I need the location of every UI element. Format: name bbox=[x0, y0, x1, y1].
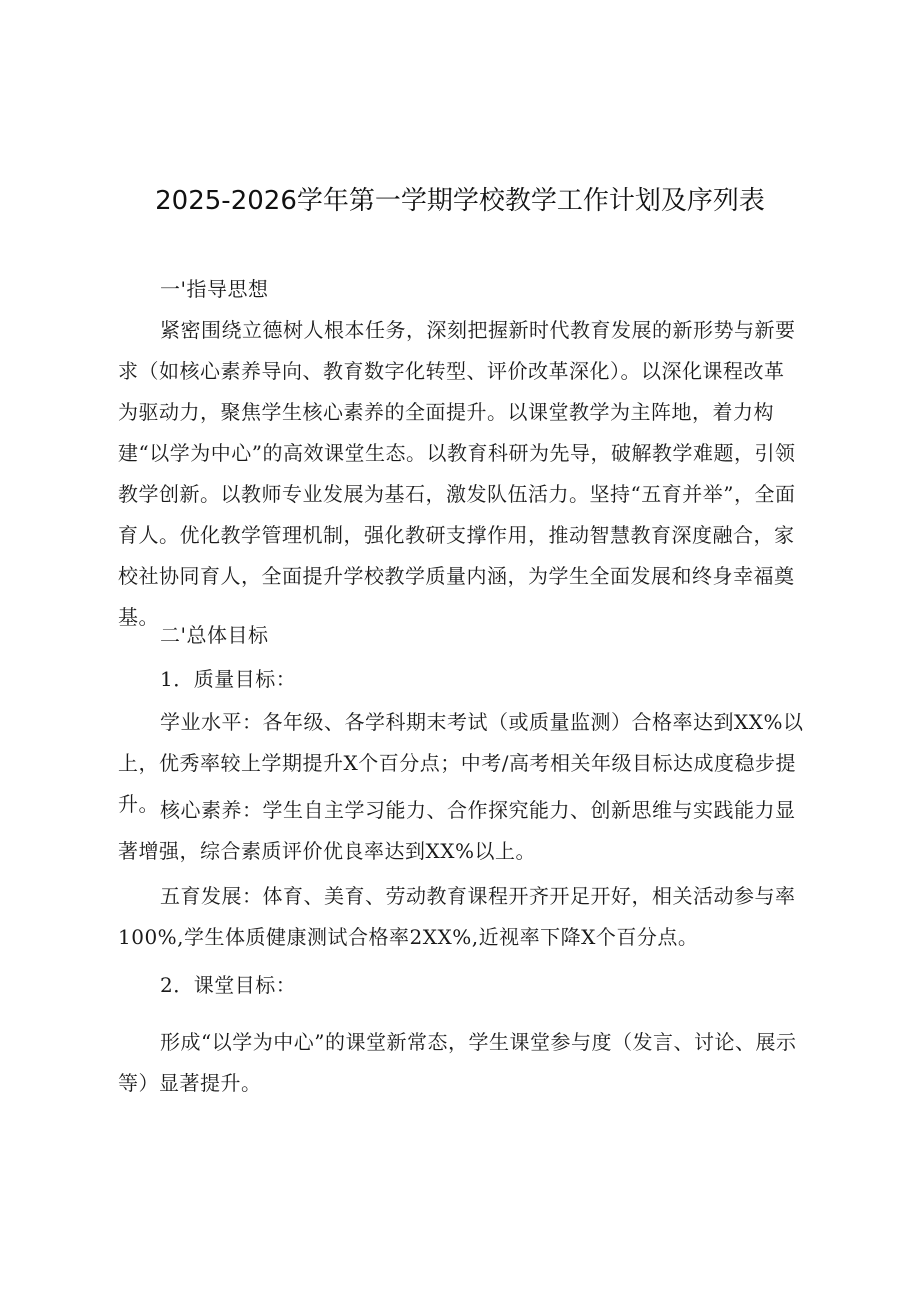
heading-text: 1．质量目标： bbox=[160, 667, 297, 691]
paragraph-text: 紧密围绕立德树人根本任务，深刻把握新时代教育发展的新形势与新要求（如核心素养导向、教育数字化转型、评价改革深化）。以深化课程改革为驱动力，聚焦学生核心素养的全面提升。以课堂教学为主阵地，着力构建“以学为中心”的高效课堂生态。以教育科研为先导，破解教学难题，引领教学创新。以教师专业发展为基石，激发队伍活力。坚持“五育并举”，全面育人。优化教学管理机制，强化教研支撑作用，推动智慧教育深度融合，家校社协同育人，全面提升学校教学质量内涵，为学生全面发展和终身幸福奠基。 bbox=[118, 318, 796, 629]
five-education-paragraph bbox=[118, 876, 804, 958]
heading-text: 2．课堂目标： bbox=[160, 973, 297, 997]
guiding-paragraph bbox=[118, 310, 804, 638]
subheading-quality bbox=[118, 659, 804, 700]
paragraph-text: 形成“以学为中心”的课堂新常态，学生课堂参与度（发言、讨论、展示等）显著提升。 bbox=[118, 1030, 797, 1095]
classroom-paragraph bbox=[118, 1022, 804, 1104]
paragraph-text: 核心素养：学生自主学习能力、合作探究能力、创新思维与实践能力显著增强，综合素质评价优良率达到XX%以上。 bbox=[118, 798, 796, 863]
section-heading-goals bbox=[118, 615, 804, 656]
section-heading-guiding bbox=[118, 269, 804, 310]
heading-text: 二'总体目标 bbox=[160, 623, 269, 647]
paragraph-text: 五育发展：体育、美育、劳动教育课程开齐开足开好，相关活动参与率100%,学生体质健康测试合格率2XX%,近视率下降X个百分点。 bbox=[118, 884, 796, 949]
document-title: 2025-2026学年第一学期学校教学工作计划及序列表 bbox=[155, 186, 765, 216]
paragraph-text: 学业水平：各年级、各学科期末考试（或质量监测）合格率达到XX%以上，优秀率较上学期提升X个百分点；中考/高考相关年级目标达成度稳步提升。 bbox=[118, 710, 804, 816]
heading-text: 一'指导思想 bbox=[160, 277, 269, 301]
core-literacy-paragraph bbox=[118, 790, 804, 872]
subheading-classroom bbox=[118, 965, 804, 1006]
